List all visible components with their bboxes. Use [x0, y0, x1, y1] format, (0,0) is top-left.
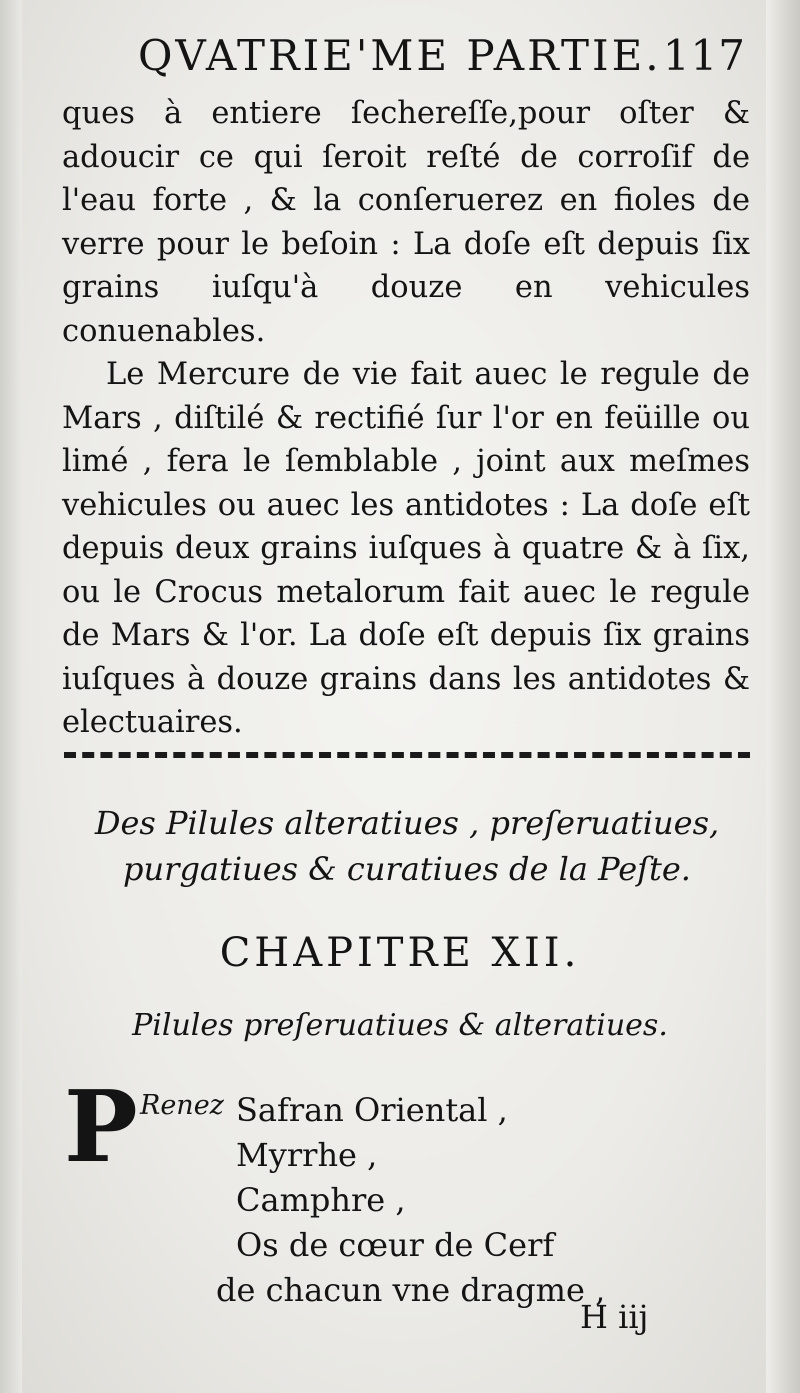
body-text: [62, 92, 750, 745]
recipe-item: de chacun vne dragme ,: [216, 1271, 606, 1309]
section-title-line-1: Des Pilules alteratiues , preſeruatiues,: [94, 804, 720, 842]
page-number: 117: [662, 31, 746, 80]
recipe-item: Myrrhe ,: [236, 1136, 378, 1174]
recipe-first-word: Renez: [140, 1090, 224, 1121]
page-edge-right: [766, 0, 800, 1393]
recipe-item: Safran Oriental ,: [236, 1091, 508, 1129]
signature-mark: H iij: [580, 1298, 649, 1336]
drop-cap: P: [64, 1070, 138, 1185]
recipe-item: Os de cœur de Cerf: [236, 1226, 555, 1264]
section-rule: [64, 752, 750, 758]
paragraph-continued: ques à entiere ſechereſſe,pour oſter & adoucir ce qui ſeroit reſté de corroſif de l'eau forte , & la conſeruerez en fioles de verre pour le beſoin : La doſe eſt depuis ſix grains iuſqu'à douze en vehicules conuenables.: [62, 96, 750, 349]
page-edge-left: [0, 0, 22, 1393]
recipe-item: Camphre ,: [236, 1181, 406, 1219]
chapter-heading: CHAPITRE XII.: [219, 930, 581, 976]
running-head-title: QVATRIE'ME PARTIE.: [138, 31, 662, 80]
section-title: [60, 800, 754, 892]
running-head: [138, 28, 750, 84]
recipe-list: [216, 1088, 606, 1313]
paragraph-mercure: Le Mercure de vie fait auec le regule de Mars , diſtilé & rectifié ſur l'or en feüille ou limé , fera le ſemblable , joint aux meſmes vehicules ou auec les antidotes : La doſe eſt depuis deux grains iuſques à quatre & à ſix, ou le Crocus metalorum fait auec le regule de Mars & l'or. La doſe eſt depuis ſix grains iuſques à douze grains dans les antidotes & electuaires.: [62, 357, 750, 740]
section-title-line-2: purgatiues & curatiues de la Peſte.: [123, 850, 691, 888]
chapter-subtitle: Pilules preſeruatiues & alteratiues.: [132, 1008, 668, 1043]
